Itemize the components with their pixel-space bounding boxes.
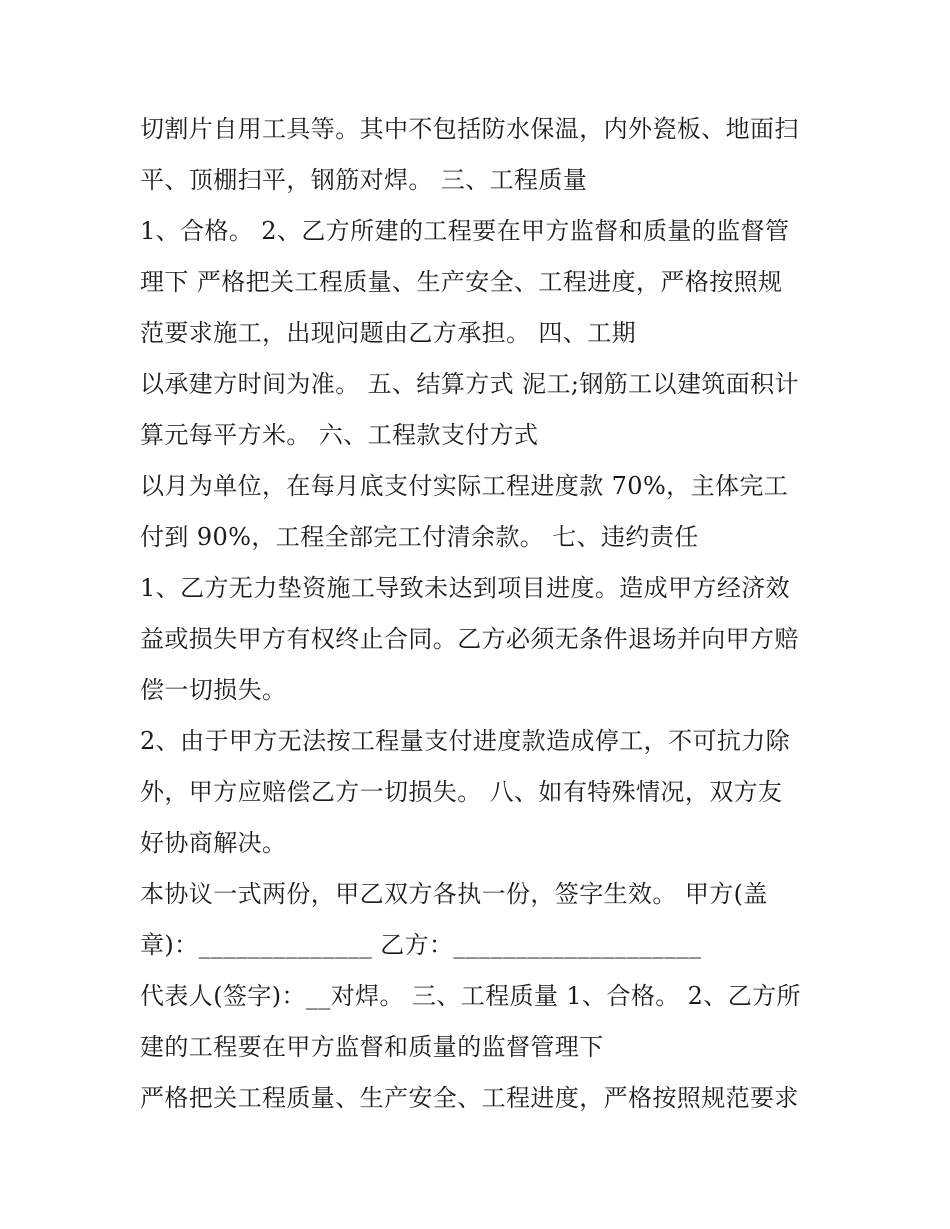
contract-body: [140, 104, 830, 1124]
text-line: 范要求施工，出现问题由乙方承担。 四、工期: [140, 319, 637, 347]
text-line: 付到 90%，工程全部完工付清余款。 七、违约责任: [140, 523, 699, 551]
text-line: 2、由于甲方无法按工程量支付进度款造成停工，不可抗力除: [140, 727, 791, 755]
text-line: 切割片自用工具等。其中不包括防水保温，内外瓷板、地面扫: [140, 115, 799, 143]
text-line: 1、乙方无力垫资施工导致未达到项目进度。造成甲方经济效: [140, 574, 791, 602]
text-line: 理下 严格把关工程质量、生产安全、工程进度，严格按照规: [140, 268, 783, 296]
text-line: 以月为单位，在每月底支付实际工程进度款 70%，主体完工: [140, 472, 789, 500]
signature-line-party-a-b: 章)：______________ 乙方：____________________: [140, 931, 702, 959]
text-line: 严格把关工程质量、生产安全、工程进度，严格按照规范要求: [140, 1084, 799, 1112]
text-line: 以承建方时间为准。 五、结算方式 泥工;钢筋工以建筑面积计: [140, 370, 799, 398]
text-line: 好协商解决。: [140, 829, 287, 857]
text-line: 本协议一式两份，甲乙双方各执一份，签字生效。 甲方(盖: [140, 880, 768, 908]
text-line: 算元每平方米。 六、工程款支付方式: [140, 421, 539, 449]
text-line: 建的工程要在甲方监督和质量的监督管理下: [140, 1033, 604, 1061]
text-line: 平、顶棚扫平，钢筋对焊。 三、工程质量: [140, 166, 588, 194]
text-line: 1、合格。 2、乙方所建的工程要在甲方监督和质量的监督管: [140, 217, 790, 245]
text-line: 外，甲方应赔偿乙方一切损失。 八、如有特殊情况，双方友: [140, 778, 783, 806]
text-line: 代表人(签字)：__对焊。 三、工程质量 1、合格。 2、乙方所: [140, 982, 801, 1010]
text-line: 偿一切损失。: [140, 676, 287, 704]
text-line: 益或损失甲方有权终止合同。乙方必须无条件退场并向甲方赔: [140, 625, 799, 653]
